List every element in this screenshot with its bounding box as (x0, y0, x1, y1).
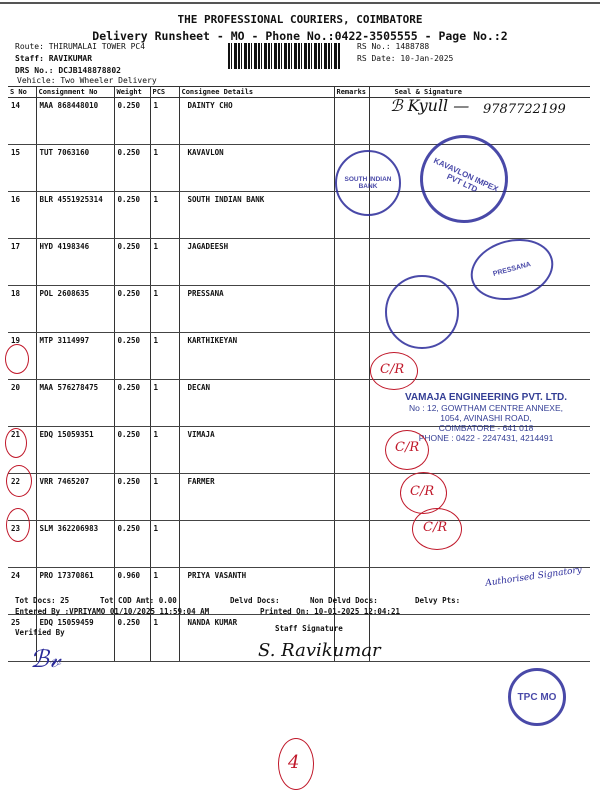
kavavlon-stamp: KAVAVLON IMPEX PVT LTD (406, 121, 523, 238)
remarks-cell (334, 286, 369, 333)
weight-cell: 0.250 (114, 474, 150, 521)
stamp-line: VAMAJA ENGINEERING PVT. LTD. (405, 392, 568, 403)
remarks-cell (334, 333, 369, 380)
consignee-cell: FARMER (179, 474, 334, 521)
stamp-line: COIMBATORE - 641 018 (438, 423, 534, 433)
col-remarks: Remarks (334, 87, 369, 98)
stamp-line: 1054, AVINASHI ROAD, (440, 413, 532, 423)
consignee-cell: SOUTH INDIAN BANK (179, 192, 334, 239)
weight-cell: 0.250 (114, 380, 150, 427)
scan-edge (0, 2, 600, 4)
consignment-cell: SLM 362206983 (36, 521, 114, 568)
pcs-cell: 1 (150, 145, 179, 192)
pressana-stamp: PRESSANA (464, 230, 560, 309)
delvd-docs: Delvd Docs: (230, 596, 280, 605)
consignment-cell: VRR 7465207 (36, 474, 114, 521)
company-title: THE PROFESSIONAL COURIERS, COIMBATORE (177, 13, 423, 26)
page-mark: 4 (288, 752, 300, 773)
consignment-cell: MAA 868448010 (36, 98, 114, 145)
red-mark: C/R (395, 440, 420, 455)
tot-cod: Tot COD Amt: 0.00 (100, 596, 177, 605)
consignment-cell: TUT 7063160 (36, 145, 114, 192)
col-consignee: Consignee Details (179, 87, 334, 98)
tpc-stamp: TPC MO (508, 668, 566, 726)
drs-no: DRS No.: DCJB148878802 (15, 66, 121, 75)
weight-cell: 0.960 (114, 568, 150, 615)
weight-cell: 0.250 (114, 333, 150, 380)
non-delvd-docs: Non Delvd Docs: (310, 596, 378, 605)
col-pcs: PCS (150, 87, 179, 98)
staff-signature-label: Staff Signature (275, 624, 343, 633)
red-circle (6, 465, 32, 497)
weight-cell: 0.250 (114, 239, 150, 286)
consignee-cell: NANDA KUMAR (179, 615, 334, 662)
authorised-signatory: Authorised Signatory (484, 565, 583, 589)
col-seal: Seal & Signature (369, 87, 590, 98)
sno-cell: 19 (8, 333, 36, 380)
staff-signature: S. Ravikumar (258, 640, 381, 661)
weight-cell: 0.250 (114, 98, 150, 145)
pcs-cell: 1 (150, 474, 179, 521)
route: Route: THIRUMALAI TOWER PC4 (15, 42, 146, 51)
handwritten-phone: 9787722199 (483, 102, 566, 117)
red-circle (5, 428, 27, 458)
weight-cell: 0.250 (114, 192, 150, 239)
remarks-cell (334, 98, 369, 145)
verified-by: Verified By (15, 628, 65, 637)
remarks-cell (334, 427, 369, 474)
sno-cell: 24 (8, 568, 36, 615)
weight-cell: 0.250 (114, 145, 150, 192)
sno-cell: 21 (8, 427, 36, 474)
tot-docs: Tot Docs: 25 (15, 596, 70, 605)
table-row (8, 333, 590, 380)
consignment-cell: MAA 576278475 (36, 380, 114, 427)
consignment-cell: PRO 17370861 (36, 568, 114, 615)
runsheet-title: Delivery Runsheet - MO - Phone No.:0422-3505555 - Page No.:2 (92, 29, 508, 43)
remarks-cell (334, 474, 369, 521)
consignee-cell: KARTHIKEYAN (179, 333, 334, 380)
consignment-cell: POL 2608635 (36, 286, 114, 333)
consignment-cell: MTP 3114997 (36, 333, 114, 380)
weight-cell: 0.250 (114, 615, 150, 662)
sno-cell: 23 (8, 521, 36, 568)
consignee-cell: PRIYA VASANTH (179, 568, 334, 615)
pcs-cell: 1 (150, 98, 179, 145)
round-stamp (385, 275, 459, 349)
verifier-signature: ℬ𝓋 (30, 645, 61, 673)
barcode (228, 43, 340, 69)
sno-cell: 22 (8, 474, 36, 521)
consignee-cell: VIMAJA (179, 427, 334, 474)
consignee-cell: JAGADEESH (179, 239, 334, 286)
pcs-cell: 1 (150, 286, 179, 333)
sno-cell: 20 (8, 380, 36, 427)
consignment-cell: EDQ 15059351 (36, 427, 114, 474)
consignee-cell: DECAN (179, 380, 334, 427)
remarks-cell (334, 521, 369, 568)
red-circle (5, 344, 29, 374)
rs-date: RS Date: 10-Jan-2025 (357, 54, 454, 63)
seal-cell (369, 521, 590, 568)
stamp-line: PHONE : 0422 - 2247431, 4214491 (418, 433, 554, 443)
pcs-cell: 1 (150, 333, 179, 380)
red-mark: C/R (423, 520, 448, 535)
col-consignment: Consignment No (36, 87, 114, 98)
sno-cell: 14 (8, 98, 36, 145)
sno-cell: 17 (8, 239, 36, 286)
pcs-cell: 1 (150, 239, 179, 286)
sno-cell: 18 (8, 286, 36, 333)
stamp-line: No : 12, GOWTHAM CENTRE ANNEXE, (409, 403, 564, 413)
red-mark: C/R (410, 484, 435, 499)
weight-cell: 0.250 (114, 427, 150, 474)
remarks-cell (334, 380, 369, 427)
weight-cell: 0.250 (114, 286, 150, 333)
pcs-cell: 1 (150, 192, 179, 239)
sno-cell: 15 (8, 145, 36, 192)
red-mark: C/R (380, 362, 405, 377)
consignee-cell: DAINTY CHO (179, 98, 334, 145)
pcs-cell: 1 (150, 521, 179, 568)
pcs-cell: 1 (150, 568, 179, 615)
entered-by: Entered By :VPRIYAMO 01/10/2025 11:59:04 AM (15, 607, 210, 616)
pcs-cell: 1 (150, 380, 179, 427)
sno-cell: 16 (8, 192, 36, 239)
table-row (8, 474, 590, 521)
pcs-cell: 1 (150, 427, 179, 474)
consignee-cell: PRESSANA (179, 286, 334, 333)
col-weight: Weight (114, 87, 150, 98)
consignment-cell: HYD 4198346 (36, 239, 114, 286)
sno-cell: 25 (8, 615, 36, 662)
remarks-cell (334, 239, 369, 286)
bank-stamp: SOUTH INDIAN BANK (335, 150, 401, 216)
red-circle (6, 508, 30, 542)
signature-row-14: ℬ Kyull — (390, 96, 470, 115)
consignee-cell (179, 521, 334, 568)
delvy-pts: Delvy Pts: (415, 596, 461, 605)
printed-on: Printed On: 10-01-2025 12:04:21 (260, 607, 400, 616)
pcs-cell: 1 (150, 615, 179, 662)
company-stamp (405, 393, 567, 443)
col-sno: S No (8, 87, 36, 98)
staff: Staff: RAVIKUMAR (15, 54, 93, 63)
table-row (8, 521, 590, 568)
consignee-cell: KAVAVLON (179, 145, 334, 192)
consignment-cell: EDQ 15059459 (36, 615, 114, 662)
rs-no: RS No.: 1488788 (357, 42, 430, 51)
seal-cell (369, 615, 590, 662)
weight-cell: 0.250 (114, 521, 150, 568)
consignment-cell: BLR 4551925314 (36, 192, 114, 239)
vehicle: Vehicle: Two Wheeler Delivery (17, 76, 157, 85)
